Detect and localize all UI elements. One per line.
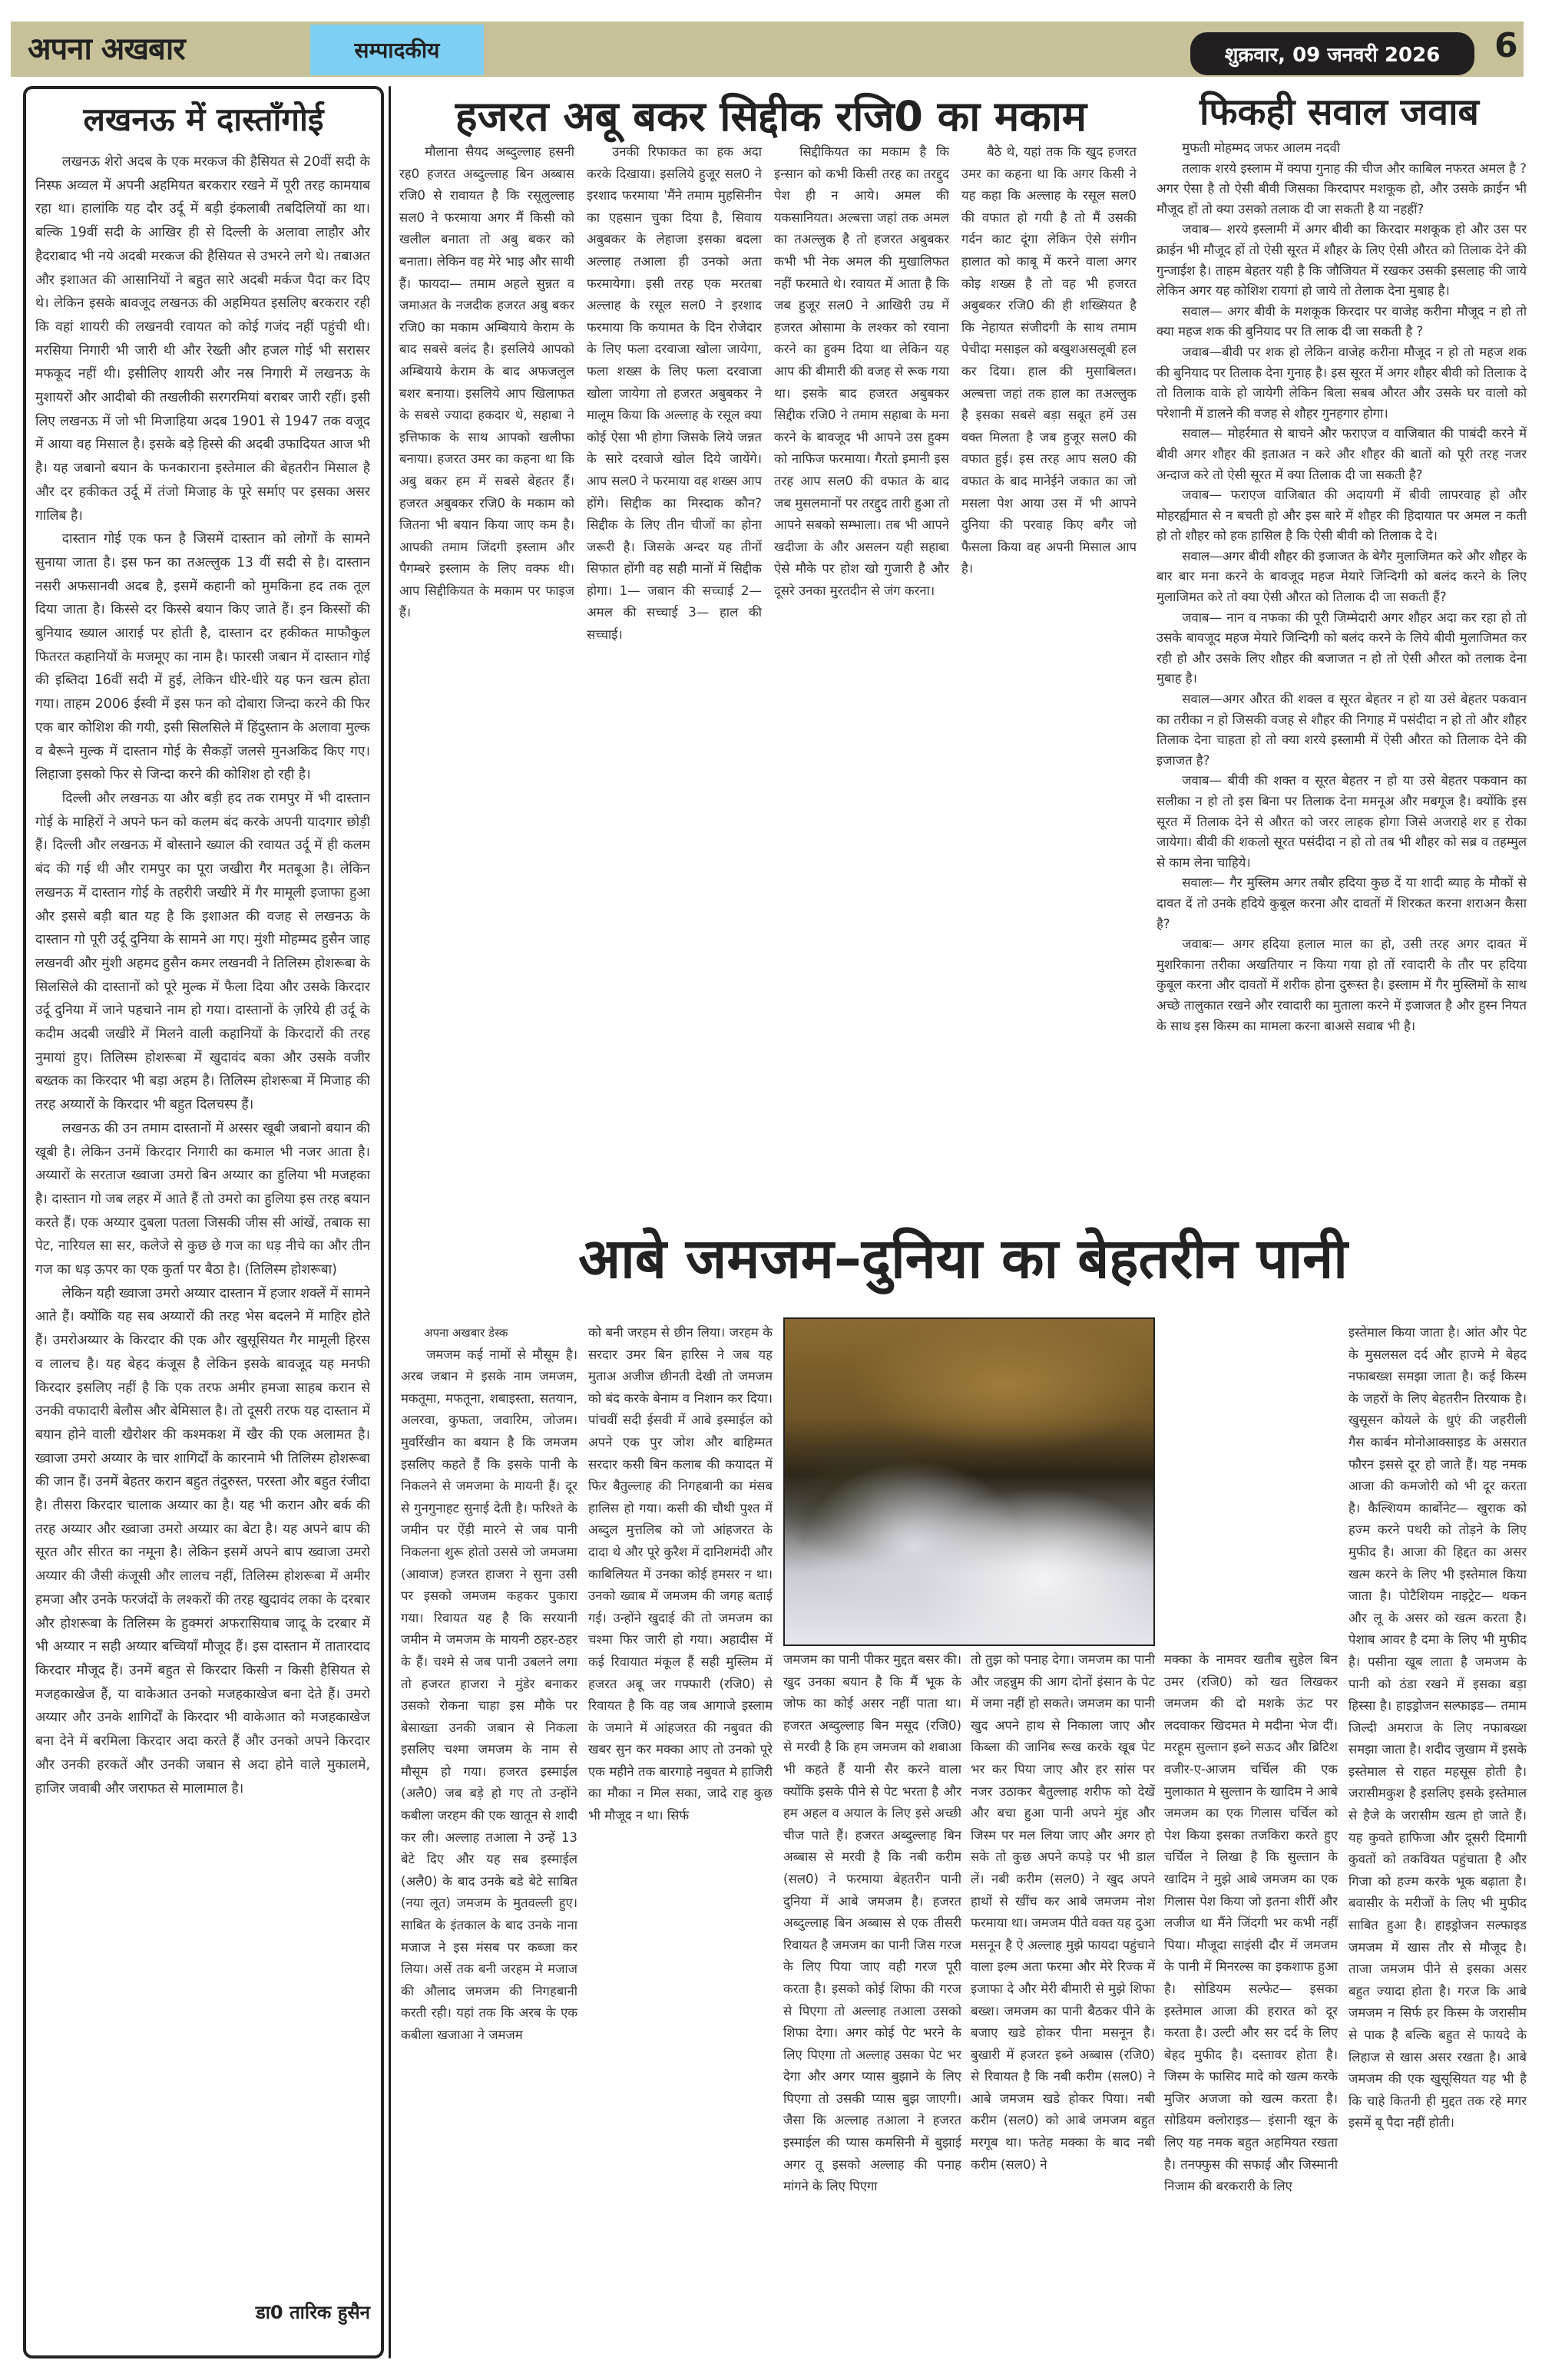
left-article-body — [35, 150, 370, 2316]
middle-article-body — [399, 141, 1137, 1201]
section-tag-editorial: सम्पादकीय — [310, 25, 484, 75]
left-article-paragraph: लखनऊ शेरो अदब के एक मरकज की हैसियत से 20वीं सदी के निस्फ अव्वल में अपनी अहमियत बरकरार रखने में पूरी तरह कामयाब रहा था। हालांकि यह दौर उर्दू में बड़ी इंकलाबी तबदिलियों का था। बल्कि 19वीं सदी के आखिर ही से दिल्ली के अलावा लाहौर और हैदराबाद भी नये अदबी मरकज की हैसियत से उभरने लगे थे। तबाअत और इशाअत की आसानियों ने बहुत सारे अदबी मर्कज पैदा कर दिए थे। लेकिन इसके बावजूद लखनऊ की अहमियत इसलिए बरकरार रही कि वहां शायरी की लखनवी रवायत को कोई गजंद नहीं पहुंची थी। मरसिया निगारी भी जारी थी और रेख्ती और हजल गोई भी सरासर मफकूद नहीं थी। इसीलिए शायरी और नस्र निगारी में लखनऊ के मुशायरों और आदीबो की तखलीकी सरगरमियां बराबर जारी रहीं। इसी लिए लखनऊ में जो भी मिजाहिया अदब 1901 से 1947 तक वजूद में आया वह मिसाल है। इसके बड़े हिस्से की अदबी उफादियत आज भी है। यह जबानो बयान के फनकाराना इस्तेमाल की बेहतरीन मिसाल है और दर हकीकत उर्दू में तंजो मिजाह के पूरे सर्माए पर इसका असर गालिब है। — [35, 154, 370, 524]
zamzam-water-photo — [783, 1317, 1155, 1646]
left-article-headline: लखनऊ में दास्ताँगोई — [83, 101, 324, 138]
left-article-paragraph: दिल्ली और लखनऊ या और बड़ी हद तक रामपुर में भी दास्तान गोई के माहिरों ने अपने फन को कलम बंद करके अपनी यादगार छोड़ी हैं। दिल्ली और लखनऊ में बोस्ताने ख्याल की रवायत उर्दू में ही कलम बंद की गई थी और रामपुर का पूरा जखीरा गैर मतबूआ है। लेकिन लखनऊ में दास्तान गोई के तहरीरी जखीरे में गैर मामूली इजाफा हुआ और इससे बड़ी बात यह है कि इशाअत की वजह से लखनऊ के दास्तान गो पूरी उर्दू दुनिया के सामने आ गए। मुंशी मोहम्मद हुसैन जाह लखनवी और मुंशी अहमद हुसैन कमर लखनवी ने तिलिस्म होशरूबा के सिलसिले की दास्तानों को पूरे मुल्क में फैला दिया और उसके किरदार उर्दू दुनिया में जाने पहचाने नाम हो गया। दास्तानों के ज़रिये ही उर्दू के कदीम अदबी जखीरे में मिलने वाली कहानियों के किरदारों की तरह नुमायां हुए। तिलिस्म होशरूबा में खुदावंद बका और उसके वजीर बख्तक का किरदार भी बड़ा अहम है। तिलिस्म होशरूबा में मिजाह की तरह अय्यारों के किरदार भी बहुत दिलचस्प हैं। — [35, 790, 370, 1113]
zamzam-column-1 — [401, 1322, 577, 2359]
zamzam-byline: अपना अखबार डेस्क — [424, 1326, 508, 1340]
middle-article-column: उनकी रिफाकत का हक अदा करके दिखाया। इसलिये हुजूर सल0 ने इरशाद फरमाया 'मैंने तमाम मुहसिनीन का एहसान चुका दिया है, सिवाय अबुबकर के लेहाजा इसका बदला अल्लाह तआला ही उनको अता फरमायेगा। इसी तरह एक मरतबा अल्लाह के रसूल सल0 ने इरशाद फरमाया कि कयामत के दिन रोजेदार के लिए फला दरवाजा खोला जायेगा, फला शख्स के लिए फला दरवाजा खोला जायेगा तो हजरत अबुबकर ने मालूम किया कि अल्लाह के रसूल क्या कोई ऐसा भी होगा जिसके लिये जन्नत के सारे दरवाजे खोल दिये जायेंगे। आप सल0 ने फरमाया वह शख्स आप होंगे। सिद्दीक का मिस्दाक कौन? सिद्दीक के लिए तीन चीजों का होना जरूरी है। जिसके अन्दर यह तीनों सिफात होंगी वह सही मानों में सिद्दीक होगा। 1— जबान की सच्चाई 2— अमल की सच्चाई 3— हाल की सच्चाई। — [587, 144, 762, 643]
middle-article-column: सिद्दीकियत का मकाम है कि इन्सान को कभी किसी तरह का तरद्दुद पेश ही न आये। अमल की यकसानियत। अल्बत्ता जहां तक अमल का तअल्लुक है तो हजरत अबुबकर कभी भी नेक अमल की मुखालिफत नहीं फरमाते थे। रवायत में आता है कि जब हुजूर सल0 ने आखिरी उम्र में हजरत ओसामा के लश्कर को रवाना करने का हुक्म दिया था लेकिन यह आप की बीमारी की वजह से रूक गया था। इसके बाद हजरत अबुबकर सिद्दीक रजि0 ने तमाम सहाबा के मना करने के बावजूद भी आपने उस हुक्म को नाफिज फरमाया। गैरतो इमानी इस तरह आप सल0 की वफात के बाद जब मुसलमानों पर तरद्दुद तारी हुआ तो आपने सबको सम्भाला। तब भी आपने खदीजा के और असलन यही सहाबा ऐसे मौके पर होश खो गुजारी है और दूसरे उनका मुरतदीन से जंग करना। — [774, 144, 949, 598]
middle-article-column: मौलाना सैयद अब्दुल्लाह हसनी रह0 हजरत अब्दुल्लाह बिन अब्बास रजि0 से रावायत है कि रसूलुल्लाह सल0 ने फरमाया अगर मैं किसी को खलील बनाता तो अबु बकर को बनाता। लेकिन वह मेरे भाइ और साथी हैं। फायदा— तमाम अहले सुन्नत व जमाअत के नजदीक हजरत अबु बकर रजि0 का मकाम अम्बियाये केराम के बाद सबसे बलंद है। इसलिये आपको अम्बियाये केराम के बाद अफजलुल बशर बनाया। इसलिये आप खिलाफत के सबसे ज्यादा हकदार थे, सहाबा ने इत्तिफाक के साथ आपको खलीफा बनाया। हजरत उमर का कहना था कि अबु बकर हम में सबसे बेहतर हैं। हजरत अबुबकर रजि0 के मकाम को जितना भी बयान किया जाए कम है। आपकी तमाम जिंदगी इस्लाम और पैगम्बरे इस्लाम के लिए वक्फ थी। आप सिद्दीकियत के मकाम पर फाइज हैं। — [399, 144, 574, 620]
qa-paragraph: जवाब— बीवी की शक्त व सूरत बेहतर न हो या उसे बेहतर पकवान का सलीका न हो तो इस बिना पर तिलाक देना ममनूअ और मबगूज है। क्योंकि इस सूरत में तिलाक देने से औरत को जरर लाहक होगा जिसे अजराहे शर ह रोका जायेगा। बीवी की शकलो सूरत पसंदीदा न हो तो तब भी शौहर को सब्र व तहम्मुल से काम लेना चाहिये। — [1156, 773, 1527, 870]
zamzam-article-headline: आबे जमजम–दुनिया का बेहतरीन पानी — [578, 1226, 1348, 1291]
qa-paragraph: सवाल—अगर औरत की शक्ल व सूरत बेहतर न हो या उसे बेहतर पकवान का तरीका न हो जिसकी वजह से शौहर की निगाह में पसंदीदा न हो तो और शौहर तिलाक देना चाहता हो तो क्या शरये इस्लामी में ऐसी औरत को तिलाक देने की इजाजत है? — [1156, 692, 1527, 768]
left-article-paragraph: लेकिन यही ख्वाजा उमरो अय्यार दास्तान में हजार शक्लें में सामने आते हैं। क्योंकि यह सब अय्यारों की तरह भेस बदलने में माहिर होते हैं। उमरोअय्यार के किरदार की एक और खुसूसियत गैर मामूली हिरस व लालच है। यह बेहद कंजूस है लेकिन इसके बावजूद यह मनफी किरदार इसलिए नहीं है कि एक तरफ अमीर हमजा साहब करान से उनकी वफादारी बेलौस और बेमिसाल है। तो दूसरी तरफ यह दास्तान में बयान होने वाली खैरोशर की कश्मकश में खैर की एक अलामत है। ख्वाजा उमरो अय्यार के चार शागिर्दों के कारनामे भी तिलिस्म होशरूबा की जान हैं। उनमें बेहतर करान बहुत तंदुरुस्त, परस्ता और बहुत रंजीदा है। तीसरा किरदार चालाक अय्यार का है। यह भी करान और बर्क की तरह अय्यार और ख्वाजा उमरो अय्यार का बेटा है। यह अपने बाप की सूरत और सीरत का नमूना है। लेकिन इसमें अपने बाप ख्वाजा उमरो अय्यार की जैसी कंजूसी और लालच नहीं, तिलिस्म होशरूबा में अमीर हमजा और उनके फरजंदों के लश्करों की तरह खुदावंद लका के दरबार और होशरूबा के तिलिस्म के हुक्मरां अफरासियाब जादू के दरबार में भी अय्यार न सही अय्यार बच्चियाँ मौजूद हैं। इस दास्तान में तातारदाद किरदार मौजूद हैं। उनमें बहुत से किरदार किसी न किसी हैसियत से मजहकाखेज हैं, या वाकेआत उनको मजहकाखेज बना देते हैं। उमरो अय्यार और उनके शागिर्दों के किरदार भी वाकेआत को मजहकाखेज बना देने में बरमिला किरदार अदा करते हैं और उनको अपने किरदार और उनकी हरकतें और उनकी जबान से अदा होने वाले मुकालमे, हाजिर जवाबी और जराफत से मालामाल है। — [35, 1285, 370, 1797]
middle-article-column: बैठे थे, यहां तक कि खुद हजरत उमर का कहना था कि अगर किसी ने यह कहा कि अल्लाह के रसूल सल0 की वफात हो गयी है तो मैं उसकी गर्दन काट दूंगा लेकिन ऐसे संगीन हालात को काबू में करने वाला अगर कोइ शख्स है तो वह भी हजरत अबुबकर रजि0 की ही शख्सियत है कि नेहायत संजीदगी के साथ तमाम पेचीदा मसाइल को बखुशअसलूबी हल कर दिया। हाल की मुसाबिलत। अल्बत्ता जहां तक हाल का तअल्लुक है इसका सबसे बड़ा सबूत हमें उस वक्त मिलता है जब हुजूर सल0 की वफात हुई। इस तरह आप सल0 की वफात के बाद मानेईने जकात का जो मसला पेश आया उस में भी आपने दुनिया की परवाह किए बगैर जो फैसला किया वह अपनी मिसाल आप है। — [961, 144, 1137, 577]
left-article-paragraph: दास्तान गोई एक फन है जिसमें दास्तान को लोगों के सामने सुनाया जाता है। इस फन का तअल्लुक 13 वीं सदी से है। दास्तान नसरी अफसानवी अदब है, इसमें कहानी को मुमकिना हद तक तूल दिया जाता है। किस्से दर किस्से बयान किए जाते हैं। इन किस्सों की बुनियाद ख्याल आराई पर होती है, दास्तान दर हकीकत माफौकुल फितरत कहानियों के मजमूए का नाम है। फारसी जबान में दास्तान गोई की इब्तिदा 16वीं सदी में हुई, लेकिन धीरे-धीरे यह फन खत्म होता गया। ताहम 2006 ईस्वी में इस फन को दोबारा जिन्दा करने की फिर एक बार कोशिश की गयी, इसी सिलसिले में हिंदुस्तान के अलावा मुल्क व बैरूने मुल्क में दास्तान गोई के सैकड़ों जलसे मुनअकिद किए गए। लिहाजा इसको फिर से जिन्दा करने की कोशिश हो रही है। — [35, 531, 370, 783]
qa-paragraph: तलाक शरये इस्लाम में क्यपा गुनाह की चीज और काबिल नफरत अमल है ? अगर ऐसा है तो ऐसी बीवी जिसका किरदापर मशकूक हो, और उसके क्राईन भी मौजूद हों तो क्या उसको तलाक दी जा सकती है या नहहीं? — [1156, 160, 1527, 217]
masthead-band — [11, 21, 1524, 77]
right-article-body — [1156, 138, 1527, 1213]
zamzam-text: इस्तेमाल किया जाता है। आंत और पेट के मुसलसल दर्द और हाज्मे मे बेहद नफाबख्श समझा जाता है। कई किस्म के जहरों के लिए बेहतरीन तिरयाक है। खुसूसन कोयले के धुएं की जहरीली गैस कार्बन मोनोआक्साइड के असरात फौरन इससे दूर हो जाते हैं। यह नमक आजा की कमजोरी को भी दूर करता है। कैल्शियम कार्बोनेट— खुराक को हज्म करने पथरी को तोड़ने के लिए मुफीद है। आजा की हिद्दत का असर खत्म करने के लिए भी इस्तेमाल किया जाता है। पोटैशियम नाइट्रेट— थकन और लू के असर को खत्म करता है। पेशाब आवर है दमा के लिए भी मुफीद है। पसीना खूब लाता है जमजम के पानी को ठंडा रखने में इसका बड़ा हिस्सा है। हाइड्रोजन सल्फाइड— तमाम जिल्दी अमराज के लिए नफाबख्श समझा जाता है। शदीद जुखाम में इसके इस्तेमाल से राहत महसूस होती है। जरासीमकुश है इसलिए इसके इस्तेमाल से हैजे के जरासीम खत्म हो जाते हैं। यह कुवते हाफिजा और दूसरी दिमागी कुवतों को तकवियत पहुंचाता है और गिजा को हज्म करके भूक बढ़ाता है। बवासीर के मरीजों के लिए भी मुफीद साबित हुआ है। हाइड्रोजन सल्फाइड जमजम में खास तौर से मौजूद है। ताजा जमजम पीने से इसका असर बहुत ज्यादा होता है। गरज कि आबे जमजम न सिर्फ हर किस्म के जरासीम से पाक है बल्कि बहुत से फायदे के लिहाज से खास असर रखता है। आबे जमजम की एक खुसूसियत यह भी है कि चाहे कितनी ही मुद्दत तक रहे मगर इसमें बू पैदा नहीं होती। — [1348, 1325, 1527, 2130]
zamzam-text: को बनी जरहम से छीन लिया। जरहम के सरदार उमर बिन हारिस ने जब यह मुताअ अजीज छीनती देखी तो जमजम को बंद करके बेनाम व निशान कर दिया। पांचवीं सदी ईसवी में आबे इस्माईल को अपने एक पुर जोश और बाहिम्मत सरदार कसी बिन कलाब की कयादत में फिर बैतुल्लाह की निगहबानी का मंसब हालिस हो गया। कसी की चौथी पुश्त में अब्दुल मुत्तलिब को जो आंहजरत के दादा थे और पूरे कुरैश में दानिशमंदी और काबिलियत में उनका कोई हमसर न था। उनको ख्वाब में जमजम की जगह बताई गई। उन्होंने खुदाई की तो जमजम का चश्मा फिर जारी हो गया। अहादीस में कई रिवायात मंकूल हैं सही मुस्लिम में हजरत अबू जर गफ्फारी (रजि0) से रिवायत है कि वह जब आगाजे इस्लाम के जमाने में आंहजरत की नबुवत की खबर सुन कर मक्का आए तो उनको पूरे एक महीने तक बारगाहे नबुवत मे हाजिरी का मौका न मिल सका, जादे राह कुछ भी मौजूद न था। सिर्फ — [588, 1325, 773, 1823]
qa-paragraph: जवाब— शरये इस्लामी में अगर बीवी का किरदार मशकूक हो और उस पर क्राईन भी मौजूद हों तो ऐसी सूरत में शौहर के लिए ऐसी औरत को तिलाक देने की गुन्जाईश है। ताहम बेहतर यही है कि जौजियत में रखकर उसकी इसलाह की जाये लेकिन अगर यह कोशिश रायगां हो जाये तो तेलाक देना मुबाह है। — [1156, 222, 1527, 299]
middle-article-headline: हजरत अबू बकर सिद्दीक रजि0 का मकाम — [455, 92, 1087, 140]
qa-paragraph: सवाल—अगर बीवी शौहर की इजाजत के बेगैर मुलाजिमत करे और शौहर के बार बार मना करने के बावजूद महज मेयारे जिन्दिगी को बलंद करने के लिए मुलाजिमत करे तो क्या ऐसी औरत को तिलाक दी जा सकती हैं? — [1156, 548, 1527, 605]
left-article-box — [23, 86, 384, 2359]
newspaper-title: अपना अखबार — [28, 31, 185, 67]
qa-paragraph: सवालः— गैर मुस्लिम अगर तबौर हदिया कुछ दें या शादी ब्याह के मौकों से दावत दें तो उनके हदिये कुबूल करना और दावतों में शिरकत करना शराअन कैसा है? — [1156, 875, 1527, 931]
column-divider — [389, 86, 391, 2359]
right-article-headline: फिकही सवाल जवाब — [1200, 91, 1479, 134]
right-article-author: मुफती मोहम्मद जफर आलम नदवी — [1182, 140, 1341, 155]
zamzam-column-2 — [588, 1322, 773, 2359]
zamzam-text: जमजम कई नामों से मौसूम है। अरब जबान मे इसके नाम जमजम, मकतूमा, मफतूना, शबाइस्ता, सतयान, अलरवा, कुफता, जवारिम, जोजम। मुवर्रिखीन का बयान है कि जमजम इसलिए कहते हैं कि इसके पानी के निकलने से जमजमा के मायनी हैं। दूर से गुनगुनाहट सुनाई देती है। फरिश्ते के जमीन पर ऐंड़ी मारने से जब पानी निकलना शुरू होतो उससे जो जमजमा (आवाज) हजरत हाजरा ने सुना उसी पर इसको जमजम कहकर पुकारा गया। रिवायत यह है कि सरयानी जमीन मे जमजम के मायनी ठहर-ठहर के हैं। चश्मे से जब पानी उबलने लगा तो हजरत हाजरा ने मुंडेर बनाकर उसको रोकना चाहा इस मौके पर बेसाख्ता उनकी जबान से निकला इसलिए चश्मा जमजम के नाम से मौसूम हो गया। हजरत इस्माईल (अलै0) जब बड़े हो गए तो उन्होंने कबीला जरहम की एक खातून से शादी कर ली। अल्लाह तआला ने उन्हें 13 बेटे दिए और यह सब इस्माईल (अलै0) के बाद उनके बडे बेटे साबित (नया लूत) जमजम के मुतवल्ली हुए। साबित के इंतकाल के बाद उनके नाना मजाज ने इस मंसब पर कब्जा कर लिया। अर्से तक बनी जरहम मे मजाज की औलाद जमजम की निगहबानी करती रही। यहां तक कि अरब के एक कबीला खजाआ ने जमजम — [401, 1347, 577, 2042]
zamzam-text: मक्का के नामवर खतीब सुहेल बिन उमर (रजि0) को खत लिखकर जमजम की दो मशके ऊंट पर लदवाकर खिदमत मे मदीना भेज दीं। मरहूम सुल्तान इब्ने सऊद और ब्रिटिश वजीर-ए-आजम चर्चिल की एक मुलाकात मे सुल्तान के खादिम ने आबे जमजम का एक गिलास चर्चिल को पेश किया इसका तजकिरा करते हुए चर्चिल ने लिखा है कि सुल्तान के खादिम ने मुझे आबे जमजम का एक गिलास पेश किया जो इतना शीरीं और लजीज था मैंने जिंदगी भर कभी नहीं पिया। मौजूदा साइंसी दौर में जमजम के पानी में मिनरल्स का इकशाफ हुआ है। सोडियम सल्फेट— इसका इस्तेमाल आजा की हरारत को दूर करता है। उल्टी और सर दर्द के लिए बेहद मुफीद है। दस्तावर होता है। जिस्म के फासिद मादे को खत्म करके मुजिर अजजा को खत्म करता है। सोडियम क्लोराइड— इंसानी खून के लिए यह नमक बहुत अहमियत रखता है। तनफ्फुस की सफाई और जिस्मानी निजाम की बरकरारी के लिए — [1164, 1652, 1338, 2194]
qa-paragraph: जवाब— फराएज वाजिबात की अदायगी में बीवी लापरवाह हो और मोहरर्ह्यमात से न बचती हो और इस बारे में शौहर की हिदायात पर अमल न कती हो तो शौहर को हक हासिल है कि ऐसी बीवी को तिलाक दे दे। — [1156, 488, 1527, 544]
zamzam-text: जमजम का पानी पीकर मुद्दत बसर की। खुद उनका बयान है कि मैं भूक के जोफ का कोई असर नहीं पाता था। हजरत अब्दुल्लाह बिन मसूद (रजि0) से मरवी है कि हम जमजम को शबाआ भी कहते हैं यानी सैर करने वाला क्योंकि इसके पीने से पेट भरता है और हम अहल व अयाल के लिए इसे अच्छी चीज पाते हैं। हजरत अब्दुल्लाह बिन अब्बास से मरवी है कि नबी करीम (सल0) ने फरमाया बेहतरीन पानी दुनिया में आबे जमजम है। हजरत अब्दुल्लाह बिन अब्बास से एक तीसरी रिवायत है जमजम का पानी जिस गरज के लिए पिया जाए वही गरज पूरी करता है। इसको कोई शिफा की गरज से पिएगा तो अल्लाह तआला उसको शिफा देगा। अगर कोई पेट भरने के लिए पिएगा तो अल्लाह उसका पेट भर देगा और अगर प्यास बुझाने के लिए पिएगा तो उसकी प्यास बुझ जाएगी। जैसा कि अल्लाह तआला ने हजरत इस्माईल की प्यास कमसिनी में बुझाई अगर तू इसको अल्लाह की पनाह मांगने के लिए पिएगा — [783, 1652, 961, 2194]
zamzam-column-3 — [783, 1649, 961, 2359]
left-article-byline: डा0 तारिक हुसैन — [255, 2302, 370, 2323]
qa-paragraph: जवाब— नान व नफका की पूरी जिम्मेदारी अगर शौहर अदा कर रहा हो तो उसके बावजूद महज मेयारे जिन्दिगी को बलंद करने के लिये बीवी मुलाजिमत कर रही हो और उसके लिए शौहर की बजाजत न हो तो ऐसी औरत को तलाक देना मुबाह है। — [1156, 610, 1527, 686]
page-number: 6 — [1494, 26, 1518, 65]
left-article-paragraph: लखनऊ की उन तमाम दास्तानों में अस्सर खूबी जबानो बयान की खूबी है। लेकिन उनमें किरदार निगारी का कमाल भी नजर आता है। अय्यारों के सरताज ख्वाजा उमरो बिन अय्यार का हुलिया भी मजहका है। दास्तान गो जब लहर में आते हैं तो उमरो का हुलिया इस तरह बयान करते हैं। एक अय्यार दुबला पतला जिसकी जीस सी आंखें, तबाक सा पेट, नारियल सा सर, कलेजे से कुछ छे गज का धड़ नीचे का और तीन गज का धड़ ऊपर का एक कुर्ता पर बैठा है। (तिलिस्म होशरूबा) — [35, 1120, 370, 1278]
qa-paragraph: सवाल— अगर बीवी के मशकूक किरदार पर वाजेह करीना मौजूद न हो तो क्या महज शक की बुनियाद पर ति लाक दी जा सकती है ? — [1156, 303, 1527, 339]
zamzam-column-4 — [971, 1649, 1155, 2359]
date-badge: शुक्रवार, 09 जनवरी 2026 — [1190, 32, 1474, 75]
zamzam-column-5 — [1164, 1649, 1338, 2359]
qa-paragraph: जवाबः— अगर हदिया हलाल माल का हो, उसी तरह अगर दावत में मुशरिकाना तरीका अखतियार न किया गया हो तों रवादारी के तौर पर हदिया कुबूल करना और दावतों में शरीक होना दुरूस्त है। इस्लाम में गैर मुस्लिमों के साथ अच्छे तालुकात रखने और रवादारी का मुताला करने में इजाजत है और हुस्न नियत के साथ इस किस्म का मामला करना बाअसे सवाब भी है। — [1156, 937, 1527, 1033]
zamzam-text: तो तुझ को पनाह देगा। जमजम का पानी और जहन्नुम की आग दोनों इंसान के पेट में जमा नहीं हो सकते। जमजम का पानी खुद अपने हाथ से निकाला जाए और किब्ला की जानिब रूख करके खूब पेट भर कर पिया जाए और हर सांस पर नजर उठाकर बैतुल्लाह शरीफ को देखें और बचा हुआ पानी अपने मुंह और जिस्म पर मल लिया जाए और अगर हो सके तो कुछ अपने कपड़े पर भी डाल लें। नबी करीम (सल0) ने खुद अपने हाथों से खींच कर आबे जमजम नोश फरमाया था। जमजम पीते वक्त यह दुआ मसनून है ऐ अल्लाह मुझे फायदा पहुंचाने वाला इल्म अता फरमा और मेरे रिज्क में इजाफा दे और मेरी बीमारी से मुझे शिफा बख्श। जमजम का पानी बैठकर पीने के बजाए खडे होकर पीना मसनून है। बुखारी में हजरत इब्ने अब्बास (रजि0) से रिवायत है कि नबी करीम (सल0) ने आबे जमजम खडे होकर पिया। नबी करीम (सल0) को आबे जमजम बहुत मरगूब था। फतेह मक्का के बाद नबी करीम (सल0) ने — [971, 1652, 1155, 2172]
qa-paragraph: सवाल— मोहर्रमात से बाचने और फराएज व वाजिबात की पाबंदी करने में बीवी अगर शौहर की इताअत न करे और शौहर की बातों को पूरी तरह नजर अन्दाज करे तो ऐसी सूरत में क्या तिलाक दी जा सकती है? — [1156, 426, 1527, 482]
zamzam-column-6 — [1348, 1322, 1527, 2359]
qa-paragraph: जवाब—बीवी पर शक हो लेकिन वाजेह करीना मौजूद न हो तो महज शक की बुनियाद पर तिलाक देना गुनाह है। इस सूरत में अगर शौहर बीवी को तिलाक दे तो तिलाक वाके हो जायेगी लेकिन बिला सबब औरत और उसके घर वालो को परेशानी में डालने की वजह से शौहर गुनहगार होगा। — [1156, 344, 1527, 421]
